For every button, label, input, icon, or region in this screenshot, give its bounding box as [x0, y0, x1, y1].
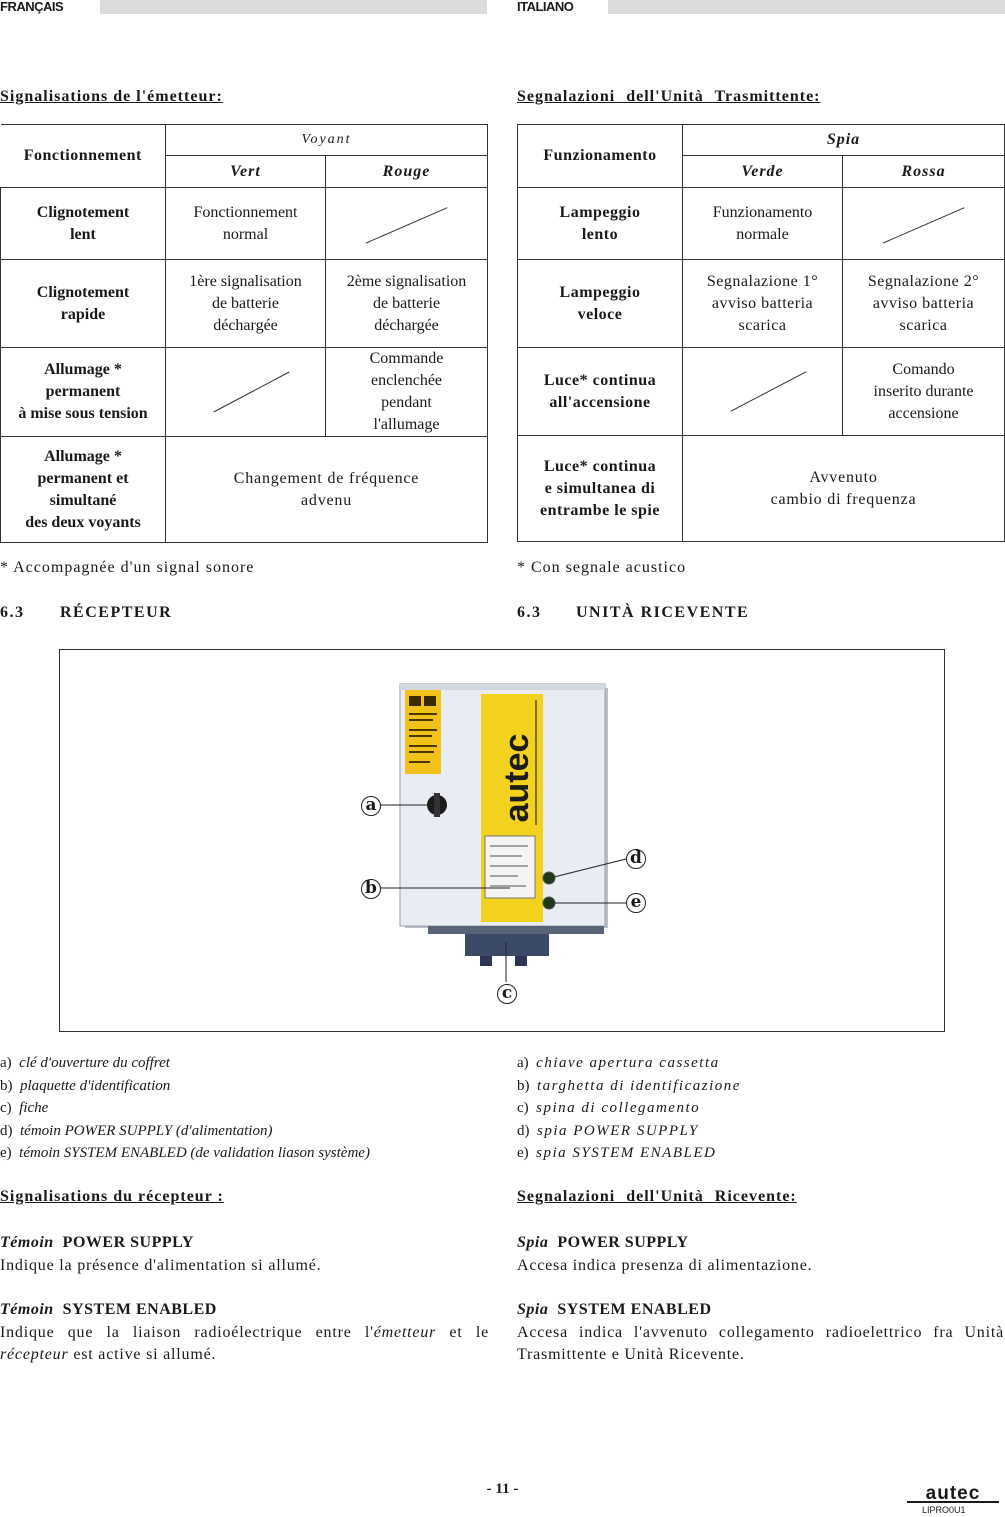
callout-b: b	[361, 879, 381, 899]
it-legend-e: e) spia SYSTEM ENABLED	[517, 1145, 717, 1161]
fr-row3-red: Commande enclenchée pendant l'allumage	[326, 348, 488, 437]
fr-legend-d: d) témoin POWER SUPPLY (d'alimentation)	[0, 1122, 273, 1139]
it-row1-red-empty	[843, 188, 1005, 260]
it-row3-label: Luce* continua all'accensione	[518, 348, 683, 436]
receiver-illustration	[60, 650, 946, 1033]
fr-row3-label: Allumage * permanent à mise sous tension	[1, 348, 166, 437]
fr-row4-label: Allumage * permanent et simultané des deux voyants	[1, 437, 166, 543]
it-transmitter-heading: Segnalazioni dell'Unità Trasmittente:	[517, 88, 821, 105]
it-legend-a: a) chiave apertura cassetta	[517, 1055, 720, 1071]
it-row3-green-empty	[683, 348, 843, 436]
it-row2-green: Segnalazione 1° avviso batteria scarica	[683, 260, 843, 348]
fr-row1-label: Clignotement lent	[1, 188, 166, 260]
lang-tab-fr: FRANÇAIS	[0, 0, 64, 14]
lang-tab-it: ITALIANO	[517, 0, 574, 14]
fr-col-function: Fonctionnement	[1, 125, 166, 188]
fr-signal-table	[0, 124, 488, 543]
lang-bar-it	[608, 0, 1005, 14]
fr-row4-both: Changement de fréquence advenu	[166, 437, 488, 543]
fr-power-supply-para: Témoin POWER SUPPLY Indique la présence d'alimentation si allumé.	[0, 1234, 322, 1274]
it-col-spia: Spia	[683, 125, 1005, 156]
callout-e: e	[626, 893, 646, 913]
autec-logo	[905, 1485, 1001, 1503]
it-system-enabled-para: Spia SYSTEM ENABLED Accesa indica l'avvenuto collegamento radioelettrico fra Unità Trasmittente e Unità Ricevente.	[517, 1301, 1004, 1363]
logo-text: autec	[925, 1485, 981, 1503]
it-legend-d: d) spia POWER SUPPLY	[517, 1122, 699, 1139]
it-col-red: Rossa	[843, 156, 1005, 188]
fr-col-voyant: Voyant	[166, 125, 488, 156]
it-legend	[517, 1052, 741, 1165]
it-legend-b: b) targhetta di identificazione	[517, 1077, 741, 1094]
fr-system-enabled-para: Témoin SYSTEM ENABLED Indique que la liaison radioélectrique entre l'émetteur et le récepteur est active si allumé.	[0, 1301, 489, 1363]
fr-section-number: 6.3	[0, 604, 25, 621]
it-row3-red: Comando inserito durante accensione	[843, 348, 1005, 436]
fr-legend-e: e) témoin SYSTEM ENABLED (de validation liason système)	[0, 1145, 370, 1161]
it-row1-green: Funzionamento normale	[683, 188, 843, 260]
fr-legend	[0, 1052, 370, 1165]
it-signal-table	[517, 124, 1005, 542]
receiver-figure	[59, 649, 945, 1032]
fr-row1-red-empty	[326, 188, 488, 260]
it-row4-both: Avvenuto cambio di frequenza	[683, 436, 1005, 542]
fr-col-red: Rouge	[326, 156, 488, 188]
fr-legend-b: b) plaquette d'identification	[0, 1077, 171, 1094]
it-row1-label: Lampeggio lento	[518, 188, 683, 260]
it-row2-label: Lampeggio veloce	[518, 260, 683, 348]
it-legend-c: c) spina di collegamento	[517, 1100, 701, 1116]
it-power-supply-para: Spia POWER SUPPLY Accesa indica presenza di alimentazione.	[517, 1234, 813, 1274]
lang-bar-fr	[100, 0, 487, 14]
doc-code: LIPRO0U1	[922, 1505, 966, 1515]
fr-row2-red: 2ème signalisation de batterie déchargée	[326, 260, 488, 348]
fr-legend-a: a) clé d'ouverture du coffret	[0, 1055, 170, 1071]
it-section-title: UNITÀ RICEVENTE	[576, 604, 750, 621]
callout-a: a	[361, 796, 381, 816]
fr-legend-c: c) fiche	[0, 1100, 49, 1116]
receiver-brand: autec	[498, 733, 536, 823]
it-receiver-heading: Segnalazioni dell'Unità Ricevente:	[517, 1188, 797, 1205]
it-row4-label: Luce* continua e simultanea di entrambe le spie	[518, 436, 683, 542]
callout-d: d	[626, 849, 646, 869]
fr-row3-green-empty	[166, 348, 326, 437]
fr-row2-green: 1ère signalisation de batterie déchargée	[166, 260, 326, 348]
it-col-function: Funzionamento	[518, 125, 683, 188]
it-col-green: Verde	[683, 156, 843, 188]
it-row2-red: Segnalazione 2° avviso batteria scarica	[843, 260, 1005, 348]
fr-row2-label: Clignotement rapide	[1, 260, 166, 348]
fr-footnote: * Accompagnée d'un signal sonore	[0, 559, 255, 576]
fr-section-title: RÉCEPTEUR	[60, 604, 173, 621]
fr-row1-green: Fonctionnement normal	[166, 188, 326, 260]
fr-receiver-heading: Signalisations du récepteur :	[0, 1188, 224, 1205]
fr-col-green: Vert	[166, 156, 326, 188]
page-number: - 11 -	[486, 1481, 519, 1497]
callout-c: c	[497, 984, 517, 1004]
it-footnote: * Con segnale acustico	[517, 559, 687, 576]
fr-transmitter-heading: Signalisations de l'émetteur:	[0, 88, 223, 105]
it-section-number: 6.3	[517, 604, 542, 621]
